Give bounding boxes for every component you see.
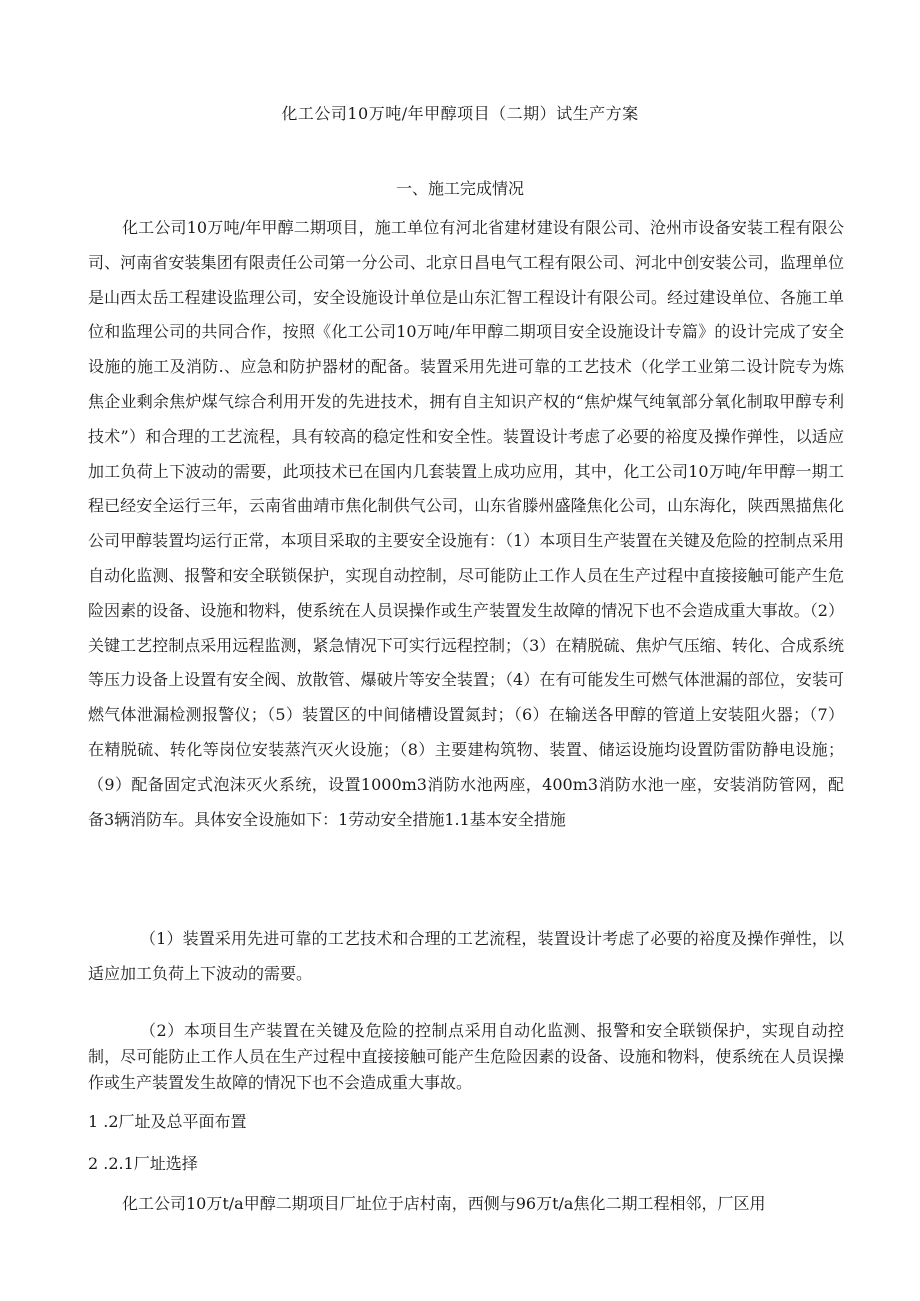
subheading-site-selection: 2 .2.1厂址选择	[88, 1154, 198, 1173]
paragraph-safety-measure-1: （1）装置采用先进可靠的工艺技术和合理的工艺流程，装置设计考虑了必要的裕度及操作弹性，以适应加工负荷上下波动的需要。	[88, 929, 844, 983]
subheading-site-layout: 1 .2厂址及总平面布置	[88, 1112, 247, 1131]
paragraph-safety-measure-2: （2）本项目生产装置在关键及危险的控制点采用自动化监测、报警和安全联锁保护，实现自动控制，尽可能防止工作人员在生产过程中直接接触可能产生危险因素的设备、设施和物料，使系统在人员误操作或生产装置发生故障的情况下也不会造成重大事故。	[88, 1021, 844, 1092]
paragraph-site-location: 化工公司10万t/a甲醇二期项目厂址位于店村南，西侧与96万t/a焦化二期工程相邻，厂区用	[122, 1194, 766, 1213]
document-title: 化工公司10万吨/年甲醇项目（二期）试生产方案	[281, 104, 639, 123]
paragraph-construction-overview: 化工公司10万吨/年甲醇二期项目，施工单位有河北省建材建设有限公司、沧州市设备安装工程有限公司、河南省安装集团有限责任公司第一分公司、北京日昌电气工程有限公司、河北中创安装公司，监理单位是山西太岳工程建设监理公司，安全设施设计单位是山东汇智工程设计有限公司。经过建设单位、各施工单位和监理公司的共同合作，按照《化工公司10万吨/年甲醇二期项目安全设施设计专篇》的设计完成了安全设施的施工及消防.、应急和防护器材的配备。装置采用先进可靠的工艺技术（化学工业第二设计院专为炼焦企业剩余焦炉煤气综合利用开发的先进技术，拥有自主知识产权的“焦炉煤气纯氧部分氧化制取甲醇专利技术”）和合理的工艺流程，具有较高的稳定性和安全性。装置设计考虑了必要的裕度及操作弹性，以适应加工负荷上下波动的需要，此项技术已在国内几套装置上成功应用，其中，化工公司10万吨/年甲醇一期工程已经安全运行三年，云南省曲靖市焦化制供气公司，山东省滕州盛隆焦化公司，山东海化，陕西黑描焦化公司甲醇装置均运行正常，本项目采取的主要安全设施有：（1）本项目生产装置在关键及危险的控制点采用自动化监测、报警和安全联锁保护，实现自动控制，尽可能防止工作人员在生产过程中直接接触可能产生危险因素的设备、设施和物料，使系统在人员误操作或生产装置发生故障的情况下也不会造成重大事故。（2）关键工艺控制点采用远程监测，紧急情况下可实行远程控制；（3）在精脱硫、焦炉气压缩、转化、合成系统等压力设备上设置有安全阀、放散管、爆破片等安全装置；（4）在有可能发生可燃气体泄漏的部位，安装可燃气体泄漏检测报警仪；（5）装置区的中间储槽设置氮封；（6）在输送各甲醇的管道上安装阻火器；（7）在精脱硫、转化等岗位安装蒸汽灭火设施；（8）主要建构筑物、装置、储运设施均设置防雷防静电设施；（9）配备固定式泡沫灭火系统，设置1000m3消防水池两座，400m3消防水池一座，安装消防管网，配备3辆消防车。具体安全设施如下：1劳动安全措施1.1基本安全措施	[88, 218, 844, 829]
section-heading: 一、施工完成情况	[395, 179, 524, 198]
